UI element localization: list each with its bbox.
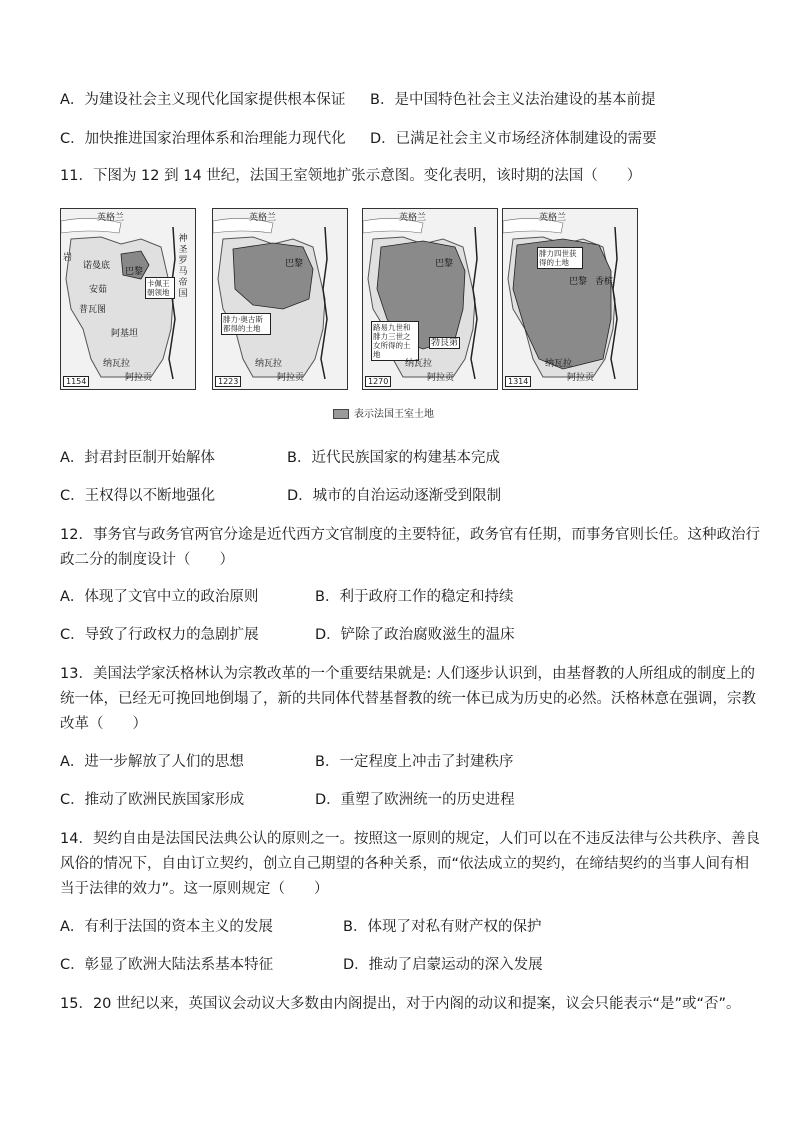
hre-char-3: 罗	[178, 256, 188, 266]
map-1223-label-england: 英格兰	[249, 213, 277, 223]
map-1314-year: 1314	[505, 376, 531, 387]
map-1154-label-england: 英格兰	[97, 213, 125, 223]
map-1270-louis-box: 路易九世和腓力三世之女所得的土地	[371, 321, 419, 361]
q10-option-d[interactable]: D．已满足社会主义市场经济体制建设的需要	[370, 131, 657, 147]
q11-option-d[interactable]: D．城市的自治运动逐渐受到限制	[287, 488, 502, 504]
map-1154-capet-box: 卡佩王朝领地	[145, 277, 175, 299]
map-1270-label-aragon: 阿拉贡	[427, 373, 455, 383]
map-1154-year: 1154	[63, 376, 89, 387]
map-1270-label-england: 英格兰	[399, 213, 427, 223]
map-1154-label-paris: 巴黎	[125, 267, 144, 277]
q14-option-a[interactable]: A．有利于法国的资本主义的发展	[60, 919, 273, 935]
map-1154-label-aquitaine: 阿基坦	[111, 329, 139, 339]
map-1270-year: 1270	[365, 376, 391, 387]
map-1223-label-paris: 巴黎	[285, 259, 304, 269]
q12-option-c[interactable]: C．导致了行政权力的急剧扩展	[60, 627, 259, 643]
hre-char-6: 国	[178, 289, 188, 299]
q12-stem-line2: 政二分的制度设计（ ）	[60, 552, 234, 568]
map-legend	[333, 409, 434, 421]
hre-char-5: 帝	[178, 278, 188, 288]
map-1223	[212, 208, 348, 390]
france-territory-maps	[60, 208, 646, 392]
q13-option-c[interactable]: C．推动了欧洲民族国家形成	[60, 792, 245, 808]
q11-option-b[interactable]: B．近代民族国家的构建基本完成	[287, 450, 500, 466]
q11-option-a[interactable]: A．封君封臣制开始解体	[60, 450, 215, 466]
hre-char-2: 圣	[178, 245, 188, 255]
q11-stem: 11．下图为 12 到 14 世纪，法国王室领地扩张示意图。变化表明，该时期的法国（ ）	[60, 168, 642, 184]
q12-option-a[interactable]: A．体现了文官中立的政治原则	[60, 589, 259, 605]
legend-swatch	[333, 409, 349, 419]
q13-stem-line2: 统一体，已经无可挽回地倒塌了，新的共同体代替基督教的统一体已成为历史的必然。沃格林意在强调，宗教	[60, 691, 756, 707]
map-1314-label-navarre: 纳瓦拉	[545, 359, 573, 369]
q12-option-d[interactable]: D．铲除了政治腐败滋生的温床	[315, 627, 515, 643]
hre-label	[178, 234, 188, 300]
map-1270	[362, 208, 498, 390]
map-1154-label-yan: 岩	[63, 253, 73, 263]
map-1154-label-aragon: 阿拉贡	[125, 373, 153, 383]
hre-char-4: 马	[178, 267, 188, 277]
q13-option-d[interactable]: D．重塑了欧洲统一的历史进程	[315, 792, 515, 808]
q12-stem-line1: 12．事务官与政务官两官分途是近代西方文官制度的主要特征，政务官有任期，而事务官则长任。这种政治行	[60, 527, 760, 543]
legend-text: 表示法国王室土地	[354, 409, 434, 420]
map-1314-label-england: 英格兰	[539, 213, 567, 223]
q10-option-a[interactable]: A．为建设社会主义现代化国家提供根本保证	[60, 92, 346, 108]
q14-option-d[interactable]: D．推动了启蒙运动的深入发展	[343, 957, 543, 973]
q14-option-c[interactable]: C．彰显了欧洲大陆法系基本特征	[60, 957, 274, 973]
q13-stem-line1: 13．美国法学家沃格林认为宗教改革的一个重要结果就是: 人们逐步认识到，由基督教的人所组成的制度上的	[60, 666, 755, 682]
q11-option-c[interactable]: C．王权得以不断地强化	[60, 488, 216, 504]
map-1154-label-navarre: 纳瓦拉	[103, 359, 131, 369]
map-1223-label-aragon: 阿拉贡	[277, 373, 305, 383]
map-1154-label-anjou: 安茹	[89, 285, 108, 295]
q14-stem-line1: 14．契约自由是法国民法典公认的原则之一。按照这一原则的规定，人们可以在不违反法律与公共秩序、善良	[60, 831, 760, 847]
map-1223-label-navarre: 纳瓦拉	[255, 359, 283, 369]
map-1314-philip4-box: 腓力四世获得的土地	[537, 247, 583, 269]
q10-option-c[interactable]: C．加快推进国家治理体系和治理能力现代化	[60, 131, 346, 147]
q13-option-a[interactable]: A．进一步解放了人们的思想	[60, 754, 244, 770]
q13-option-b[interactable]: B．一定程度上冲击了封建秩序	[315, 754, 514, 770]
map-1154-label-poitou: 普瓦图	[79, 305, 107, 315]
hre-char-1: 神	[178, 234, 188, 244]
map-1270-label-paris: 巴黎	[435, 259, 454, 269]
map-1223-philip-box: 腓力·奥古斯都得的土地	[221, 313, 271, 335]
q14-option-b[interactable]: B．体现了对私有财产权的保护	[343, 919, 542, 935]
map-1314-label-paris: 巴黎	[569, 277, 588, 287]
map-1154	[60, 208, 196, 390]
map-1314-label-aragon: 阿拉贡	[567, 373, 595, 383]
q14-stem-line2: 风俗的情况下，自由订立契约，创立自己期望的各种关系，而“依法成立的契约，在缔结契约的当事人间有相	[60, 856, 750, 872]
map-1154-label-normandy: 诺曼底	[83, 261, 111, 271]
map-1314-label-champagne: 香槟	[595, 277, 614, 287]
q13-stem-line3: 改革（ ）	[60, 716, 147, 732]
map-1270-label-burgundy: 勃艮第	[431, 338, 459, 348]
q15-stem-line1: 15．20 世纪以来，英国议会动议大多数由内阁提出，对于内阁的动议和提案，议会只能表示“是”或“否”。	[60, 996, 741, 1012]
map-1270-label-navarre: 纳瓦拉	[405, 359, 433, 369]
q12-option-b[interactable]: B．利于政府工作的稳定和持续	[315, 589, 514, 605]
q14-stem-line3: 当于法律的效力”。这一原则规定（ ）	[60, 881, 329, 897]
q10-option-b[interactable]: B．是中国特色社会主义法治建设的基本前提	[370, 92, 656, 108]
map-1223-year: 1223	[215, 376, 241, 387]
map-1314	[502, 208, 638, 390]
